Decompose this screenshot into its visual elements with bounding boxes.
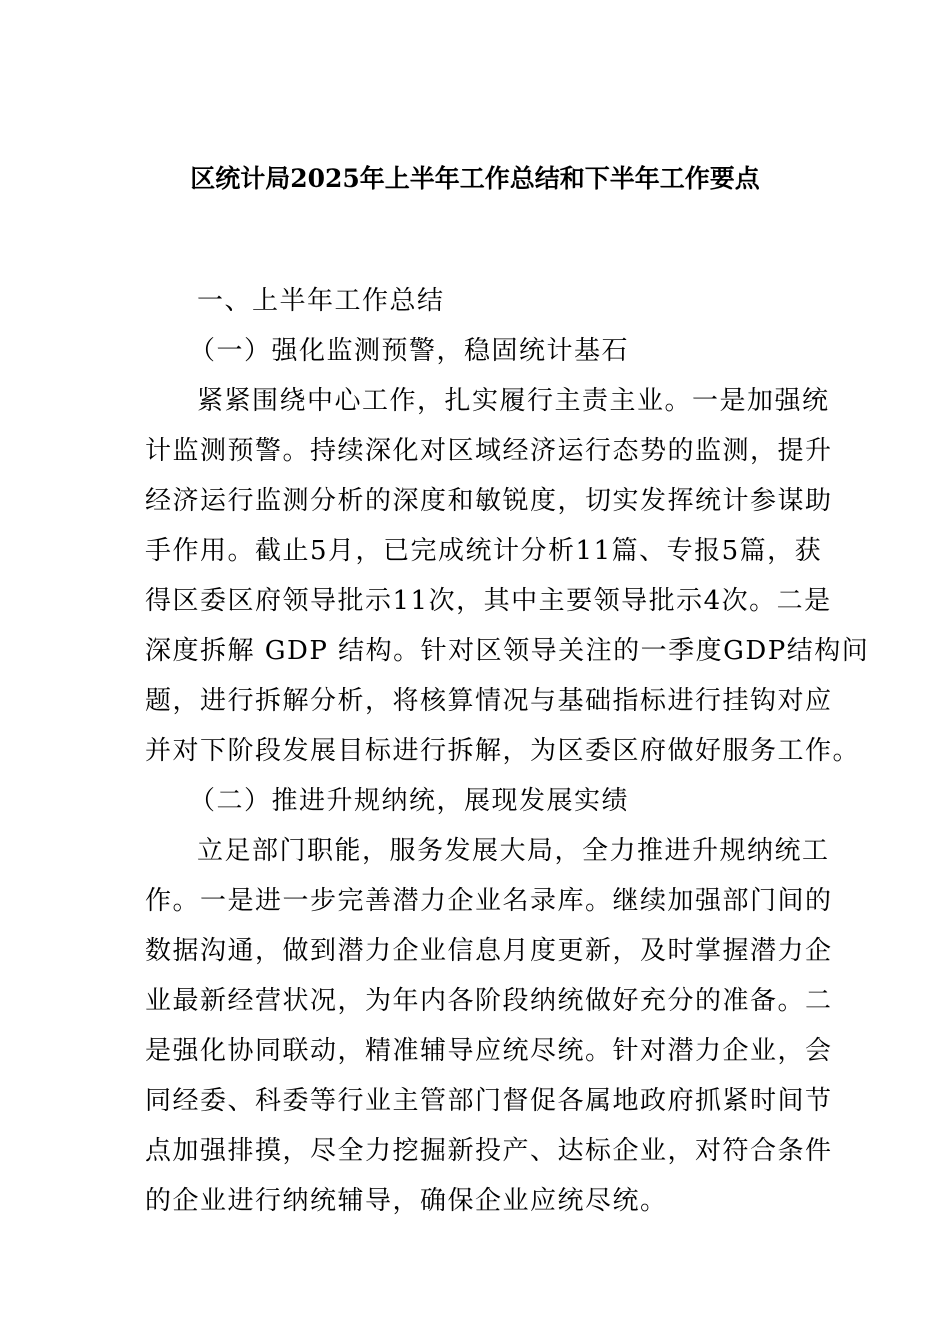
paragraph-line: 作。一是进一步完善潜力企业名录库。继续加强部门间的 xyxy=(145,886,833,916)
paragraph-line: 立足部门职能，服务发展大局，全力推进升规纳统工 xyxy=(197,836,830,866)
section-heading: 一、上半年工作总结 xyxy=(197,286,445,316)
paragraph-line: 经济运行监测分析的深度和敏锐度，切实发挥统计参谋助 xyxy=(145,486,833,516)
paragraph-line: 数据沟通，做到潜力企业信息月度更新，及时掌握潜力企 xyxy=(145,936,833,966)
paragraph-line: 同经委、科委等行业主管部门督促各属地政府抓紧时间节 xyxy=(145,1086,833,1116)
document-body xyxy=(145,276,870,1226)
paragraph-line: 业最新经营状况，为年内各阶段纳统做好充分的准备。二 xyxy=(145,986,833,1016)
paragraph-line: 得区委区府领导批示11次，其中主要领导批示4次。二是 xyxy=(145,586,832,616)
paragraph-line: 深度拆解 GDP 结构。针对区领导关注的一季度GDP结构问 xyxy=(145,636,870,666)
paragraph-line: 是强化协同联动，精准辅导应统尽统。针对潜力企业，会 xyxy=(145,1036,833,1066)
subsection-heading: （二）推进升规纳统，展现发展实绩 xyxy=(189,786,630,816)
paragraph-line: 计监测预警。持续深化对区域经济运行态势的监测，提升 xyxy=(145,436,833,466)
paragraph-line: 紧紧围绕中心工作，扎实履行主责主业。一是加强统 xyxy=(197,386,830,416)
subsection-heading: （一）强化监测预警，稳固统计基石 xyxy=(189,336,630,366)
paragraph-line: 并对下阶段发展目标进行拆解，为区委区府做好服务工作。 xyxy=(145,736,861,766)
paragraph-line: 手作用。截止5月，已完成统计分析11篇、专报5篇，获 xyxy=(145,536,823,566)
document-title: 区统计局2025年上半年工作总结和下半年工作要点 xyxy=(190,164,760,193)
paragraph-line: 题，进行拆解分析，将核算情况与基础指标进行挂钩对应 xyxy=(145,686,833,716)
paragraph-line: 的企业进行纳统辅导，确保企业应统尽统。 xyxy=(145,1186,668,1216)
paragraph-line: 点加强排摸，尽全力挖掘新投产、达标企业，对符合条件 xyxy=(145,1136,833,1166)
